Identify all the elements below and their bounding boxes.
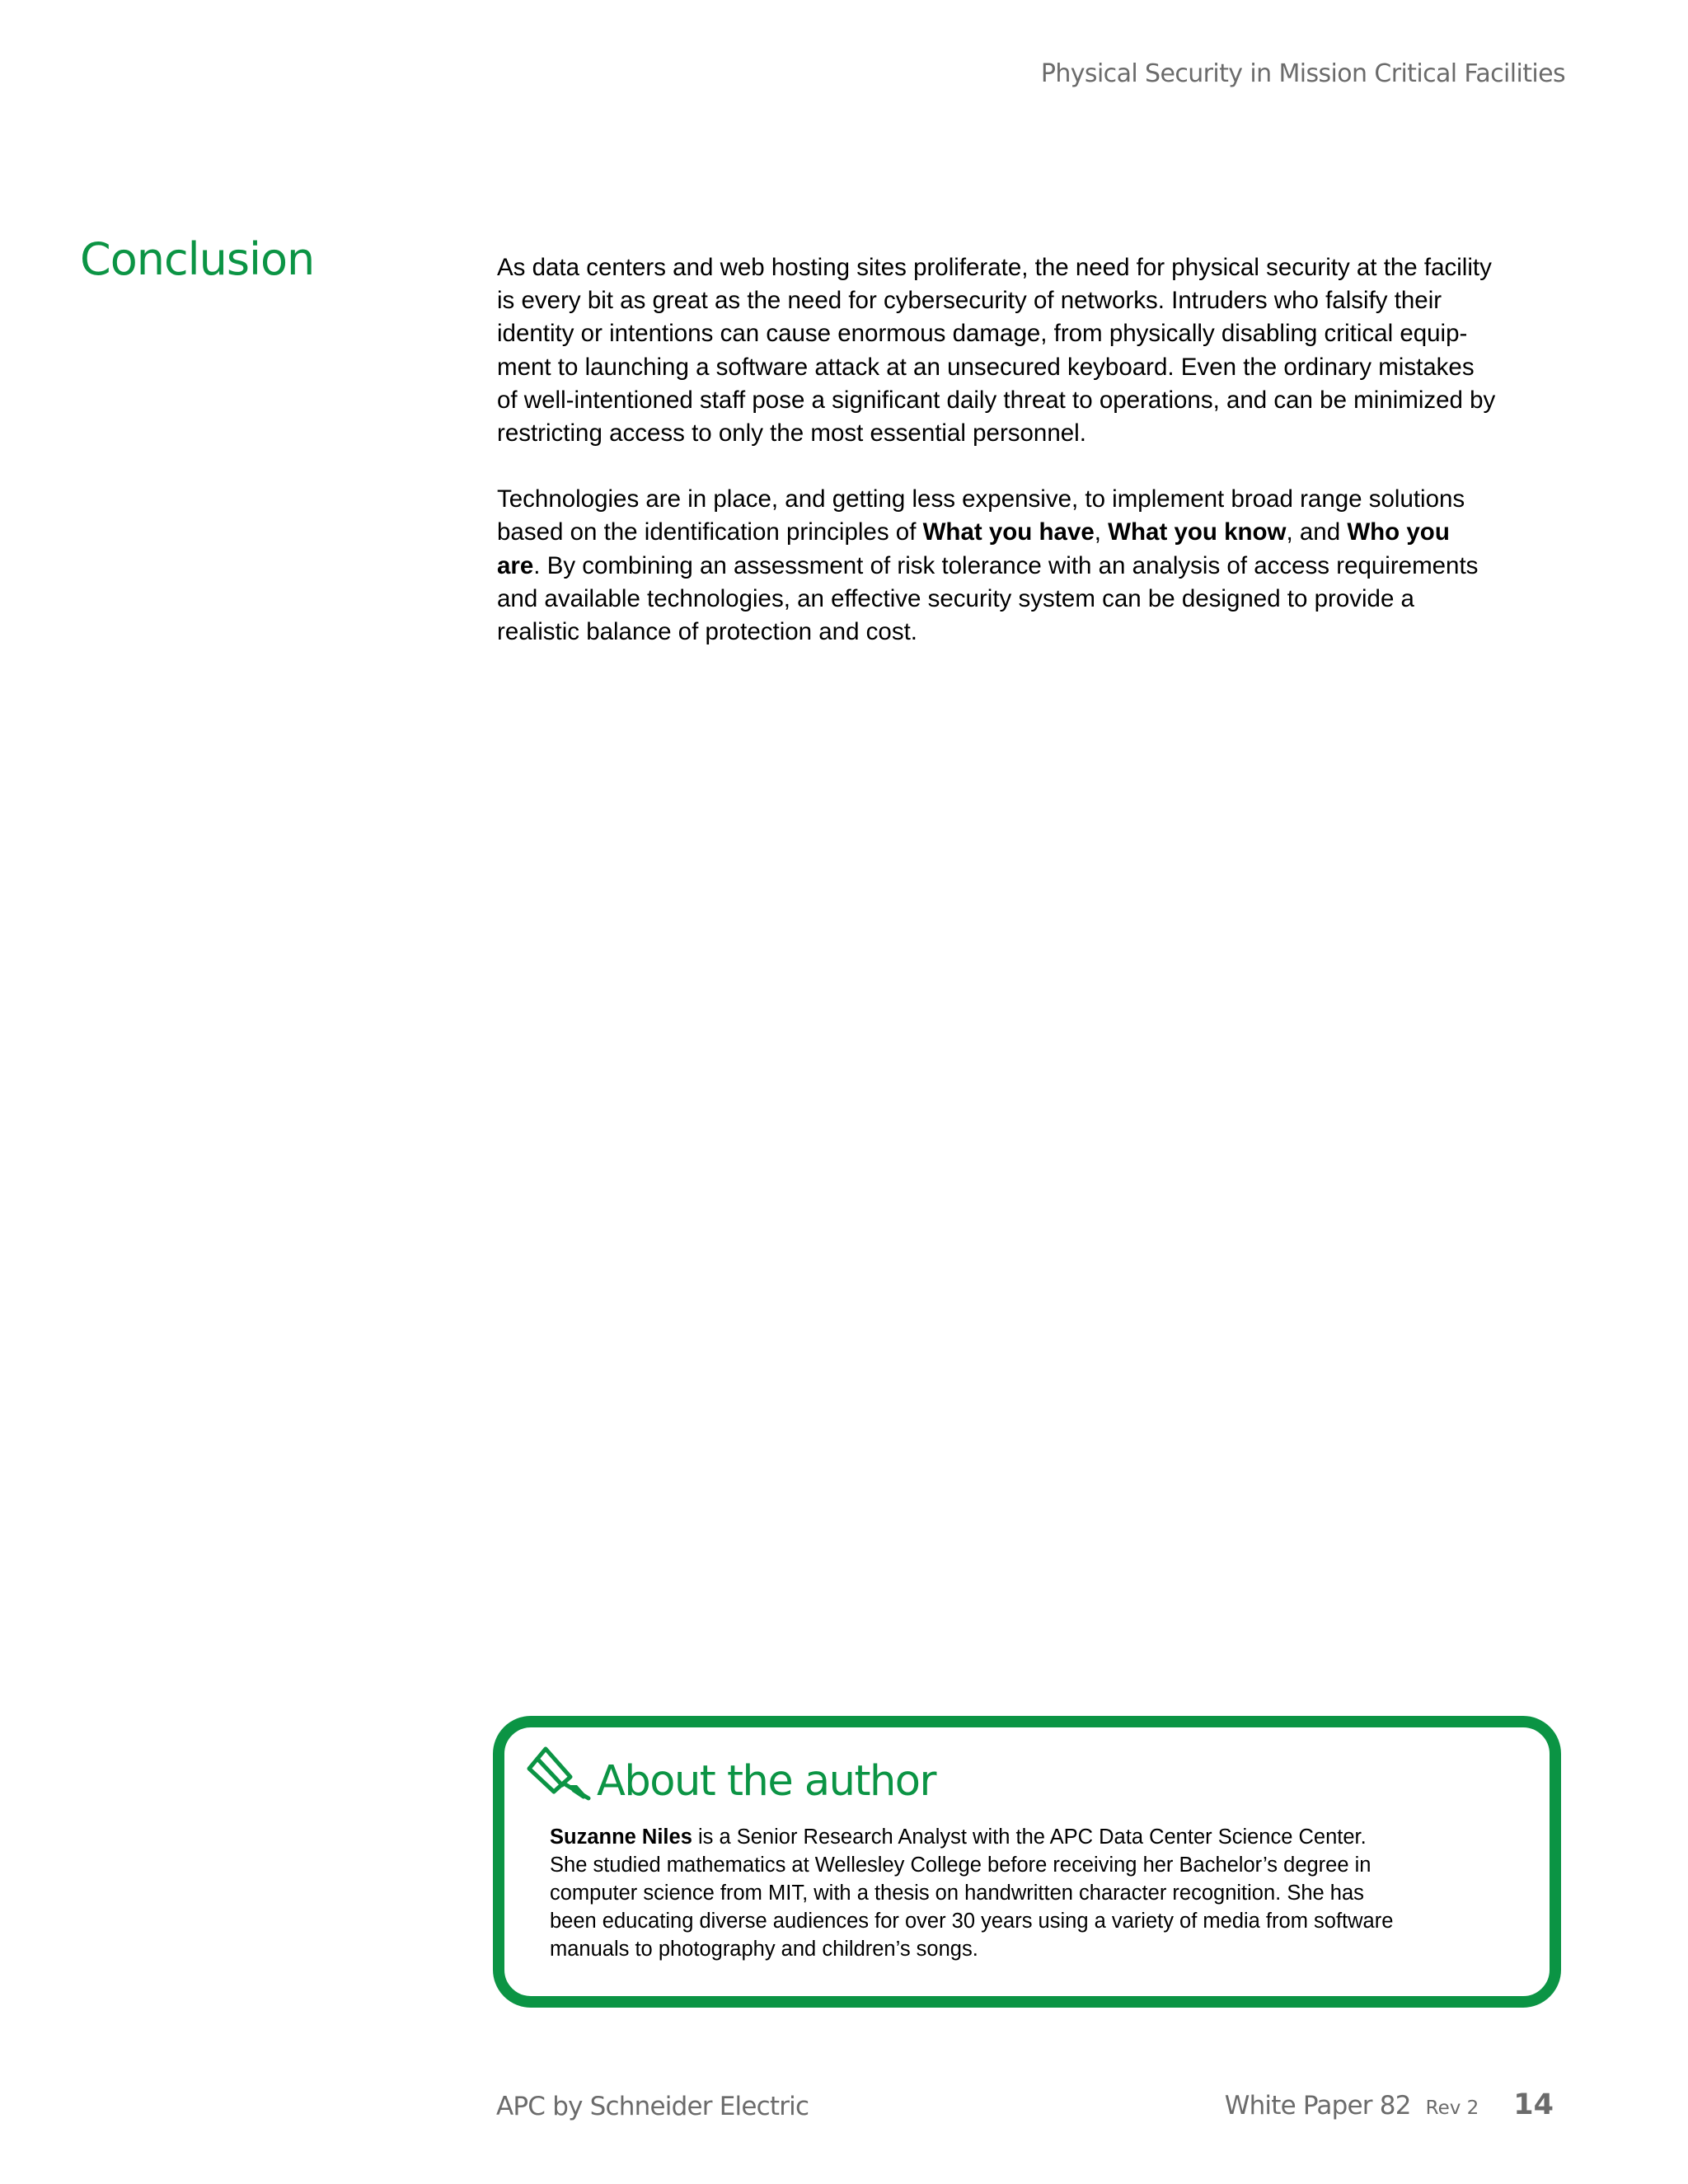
paragraph-1-line: As data centers and web hosting sites proliferate, the need for physical security at the facility <box>497 254 1492 281</box>
author-bio-line: been educating diverse audiences for over 30 years using a variety of media from software <box>550 1910 1394 1933</box>
paragraph-2-line: realistic balance of protection and cost. <box>497 618 917 646</box>
footer-company: APC by Schneider Electric <box>496 2092 809 2121</box>
paragraph-2 <box>497 483 1568 649</box>
paragraph-2-text: based on the identification principles of <box>497 518 923 546</box>
paragraph-1-line: of well-intentioned staff pose a significant daily threat to operations, and can be minimized by <box>497 386 1496 414</box>
author-name: Suzanne Niles <box>550 1825 692 1849</box>
footer-right <box>1225 2088 1554 2121</box>
about-author-box <box>493 1716 1561 2008</box>
paragraph-2-text: , and <box>1286 518 1348 546</box>
paragraph-2-text: , <box>1094 518 1109 546</box>
term-what-you-know: What you know <box>1108 518 1287 546</box>
body-text <box>497 251 1568 649</box>
footer-revision: Rev 2 <box>1425 2097 1479 2119</box>
author-bio-line: computer science from MIT, with a thesis on handwritten character recognition. She has <box>550 1882 1364 1905</box>
term-what-you-have: What you have <box>922 518 1095 546</box>
about-author-heading: About the author <box>597 1757 935 1806</box>
page-number: 14 <box>1513 2088 1554 2121</box>
paragraph-1-line: identity or intentions can cause enormous damage, from physically disabling critical equip- <box>497 320 1468 348</box>
paragraph-1 <box>497 251 1568 450</box>
author-bio-text: is a Senior Research Analyst with the APC Data Center Science Center. <box>692 1825 1367 1849</box>
author-bio-line: She studied mathematics at Wellesley College before receiving her Bachelor’s degree in <box>550 1854 1372 1877</box>
author-bio-line <box>550 1823 1531 1851</box>
paragraph-2-line <box>497 550 1568 583</box>
paragraph-2-line: Technologies are in place, and getting less expensive, to implement broad range solutions <box>497 485 1465 513</box>
paragraph-1-line: restricting access to only the most essential personnel. <box>497 419 1086 448</box>
paragraph-2-text: . By combining an assessment of risk tolerance with an analysis of access requirements <box>533 551 1479 579</box>
paragraph-1-line: is every bit as great as the need for cybersecurity of networks. Intruders who falsify their <box>497 287 1442 315</box>
footer-paper-id: White Paper 82 <box>1224 2091 1411 2121</box>
section-title: Conclusion <box>80 233 315 285</box>
author-bio-line: manuals to photography and children’s songs. <box>550 1938 978 1961</box>
paragraph-2-line <box>497 516 1568 549</box>
term-who-you-are-cont: are <box>497 551 534 579</box>
paragraph-1-line: ment to launching a software attack at an unsecured keyboard. Even the ordinary mistakes <box>497 353 1475 381</box>
pen-icon <box>526 1744 593 1802</box>
running-header: Physical Security in Mission Critical Facilities <box>1040 59 1565 88</box>
author-bio <box>550 1823 1531 1963</box>
paragraph-2-line: and available technologies, an effective security system can be designed to provide a <box>497 584 1414 612</box>
term-who-you-are: Who you <box>1347 518 1450 546</box>
